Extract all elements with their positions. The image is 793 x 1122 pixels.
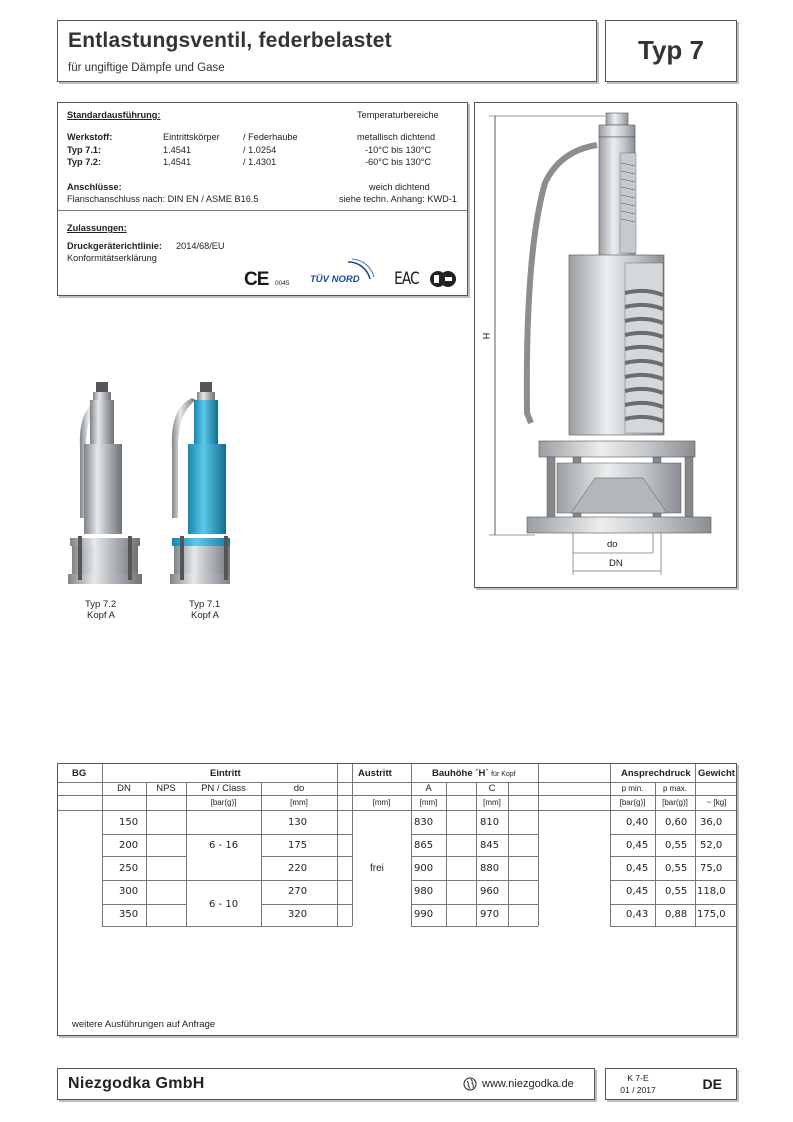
cell-weight: 36,0 [700,817,723,828]
col-bg: BG [72,768,87,779]
valve-section-drawing [475,103,736,587]
t72-hood: / 1.4301 [243,157,277,167]
cell-c: 880 [480,863,500,874]
t71-temp: -10°C bis 130°C [365,145,432,155]
valve-photos-image [60,378,230,598]
doc-code: K 7-E [627,1073,649,1083]
unit-c: [mm] [483,798,501,807]
temp-metal: metallisch dichtend [357,132,436,142]
cell-pmin: 0,45 [626,886,649,897]
eac-logo: EAC [394,269,419,289]
t71-hood: / 1.0254 [243,145,277,155]
cell-pmax: 0,55 [665,886,688,897]
cell-c: 845 [480,840,500,851]
pn-group-2: 6 - 10 [209,899,239,910]
annex-text: siehe techn. Anhang: KWD-1 [339,194,457,204]
col-inlet: Eintritt [210,768,241,779]
spec-divider [58,210,467,211]
ped-value: 2014/68/EU [176,241,225,251]
col-height-label: Bauhöhe ´H´ [432,768,489,779]
sub-nps: NPS [156,783,176,794]
doc-code-box [605,1068,737,1100]
caption-7-2-line1: Typ 7.2 [85,599,117,610]
company-name: Niezgodka GmbH [68,1075,205,1092]
product-photos [60,378,230,598]
cell-do: 220 [288,863,308,874]
unit-pn: [bar(g)] [210,798,237,807]
data-table [57,763,737,1036]
t72-body: 1.4541 [163,157,192,167]
cell-a: 900 [414,863,434,874]
footer-box [57,1068,595,1100]
cell-weight: 118,0 [697,886,726,897]
temp-soft: weich dichtend [369,182,430,192]
cell-do: 130 [288,817,308,828]
sub-do: do [293,783,305,794]
tuv-nord-logo [308,257,376,287]
col-weight: Gewicht [698,768,735,779]
col-set-pressure: Ansprechdruck [621,768,691,779]
cell-pmin: 0,45 [626,840,649,851]
page-title: Entlastungsventil, federbelastet [68,29,392,52]
cell-dn: 300 [119,886,139,897]
col-outlet: Austritt [358,768,392,779]
hood-label: / Federhaube [243,132,298,142]
approvals-heading: Zulassungen: [67,223,127,233]
t72-label: Typ 7.2: [67,157,102,167]
cell-do: 175 [288,840,308,851]
cell-pmin: 0,43 [626,909,649,920]
dim-do-label: do [607,539,618,550]
col-height [432,768,516,779]
cell-a: 830 [414,817,434,828]
sub-dn: DN [117,783,131,794]
sub-a: A [425,783,432,794]
dim-dn-label: DN [609,558,623,569]
unit-pmin: [bar(g)] [619,798,646,807]
unit-pmax: [bar(g)] [662,798,688,807]
t72-temp: -60°C bis 130°C [365,157,432,167]
ce-number: 0045 [275,280,290,287]
unit-do: [mm] [290,798,308,807]
cell-pmax: 0,55 [665,840,688,851]
cell-dn: 150 [119,817,139,828]
cell-c: 960 [480,886,500,897]
outlet-value: frei [370,863,384,874]
flange-text: Flanschanschluss nach: DIN EN / ASME B16.5 [67,194,259,204]
table-footnote: weitere Ausführungen auf Anfrage [72,1019,216,1030]
cell-weight: 52,0 [700,840,723,851]
sub-pmax: p max. [662,784,687,793]
cell-a: 990 [414,909,434,920]
caption-7-1-line1: Typ 7.1 [189,599,221,610]
temp-heading: Temperaturbereiche [357,110,439,120]
cell-do: 320 [288,909,308,920]
unit-a: [mm] [419,798,438,807]
cell-dn: 200 [119,840,139,851]
cell-pmax: 0,55 [665,863,688,874]
page-subtitle: für ungiftige Dämpfe und Gase [68,62,225,74]
cell-pmin: 0,45 [626,863,649,874]
drawing-box [474,102,737,588]
body-label: Eintrittskörper [163,132,220,142]
globe-icon [463,1077,477,1091]
sub-c: C [488,783,496,794]
sub-pmin: p min. [621,784,644,793]
pg-logo [428,269,458,289]
spec-box [57,102,468,296]
type-box [605,20,737,82]
cell-weight: 75,0 [700,863,723,874]
website-link[interactable]: www.niezgodka.de [482,1078,574,1090]
cell-dn: 350 [119,909,139,920]
conn-label: Anschlüsse: [67,182,122,192]
ped-label: Druckgeräterichtlinie: [67,241,162,251]
pg-mark-icon [428,269,458,289]
unit-weight: ~ [kg] [706,798,727,807]
dim-h-label: H [481,332,492,340]
cell-a: 865 [414,840,434,851]
standard-heading: Standardausführung: [67,110,161,120]
valve-7-2-photo [68,382,142,584]
cell-c: 970 [480,909,500,920]
caption-7-2-line2: Kopf A [87,610,115,621]
conformity-label: Konformitätserklärung [67,253,157,263]
t71-label: Typ 7.1: [67,145,102,155]
pn-group-1: 6 - 16 [209,840,239,851]
cell-weight: 175,0 [697,909,726,920]
cell-pmin: 0,40 [626,817,649,828]
language-label: DE [702,1076,722,1092]
valve-7-1-photo [170,382,230,584]
col-height-suffix: für Kopf [491,771,516,778]
ce-mark-logo: CE [244,269,269,290]
cell-pmax: 0,88 [665,909,688,920]
doc-date: 01 / 2017 [620,1085,656,1095]
caption-7-1-line2: Kopf A [191,610,219,621]
cell-c: 810 [480,817,500,828]
cell-do: 270 [288,886,308,897]
cell-pmax: 0,60 [665,817,688,828]
cell-dn: 250 [119,863,139,874]
tuv-nord-text: TÜV NORD [310,274,360,285]
type-label: Typ 7 [638,35,704,65]
sub-pn: PN / Class [201,783,246,794]
title-box [57,20,597,82]
cell-a: 980 [414,886,434,897]
t71-body: 1.4541 [163,145,192,155]
material-label: Werkstoff: [67,132,113,142]
unit-outlet: [mm] [372,798,391,807]
